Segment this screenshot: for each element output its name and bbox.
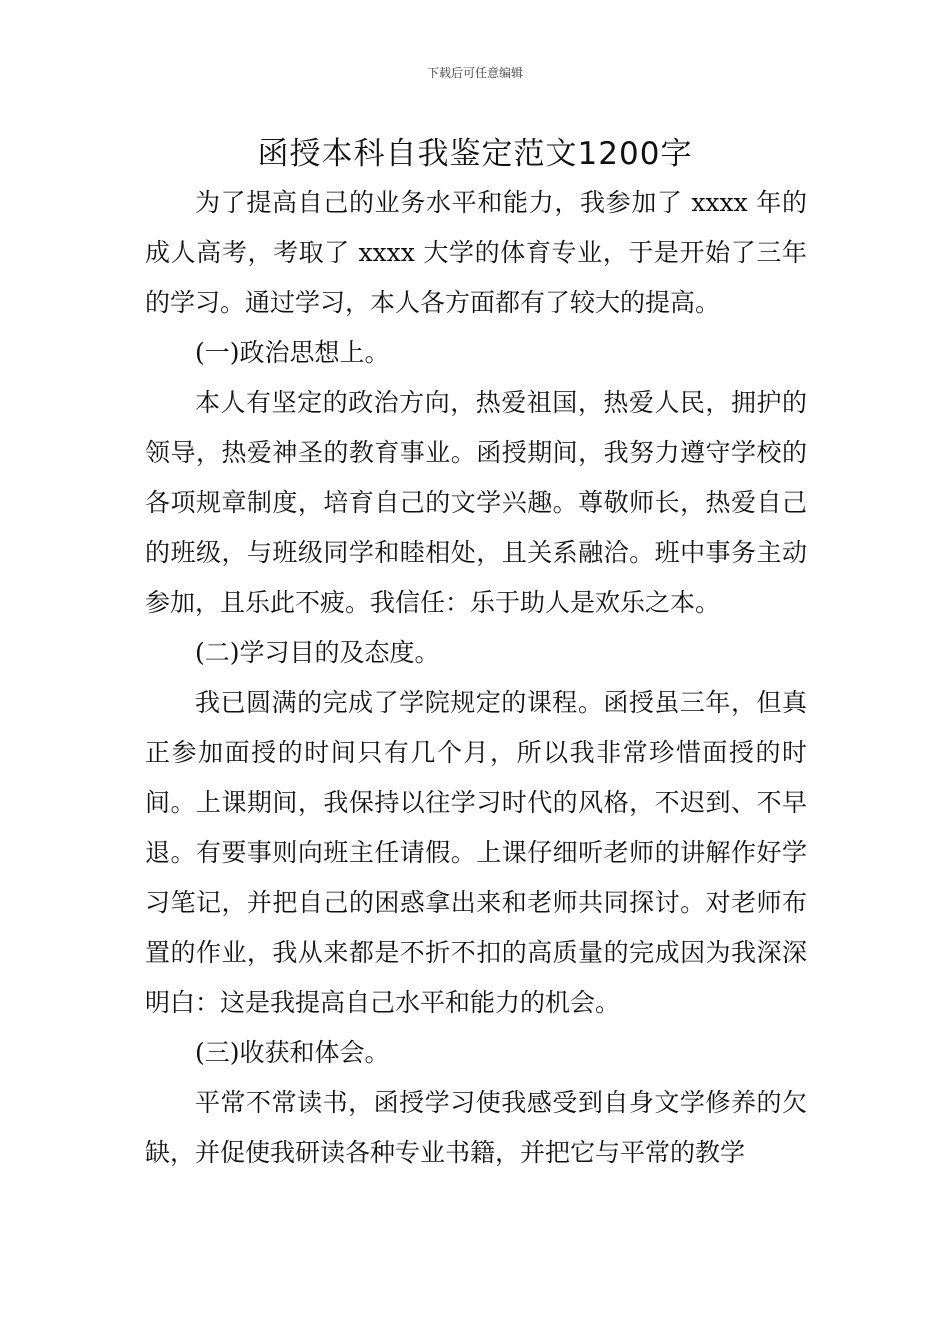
document-body: [145, 178, 807, 1178]
paragraph-politics: 本人有坚定的政治方向，热爱祖国，热爱人民，拥护的领导，热爱神圣的教育事业。函授期间，我努力遵守学校的各项规章制度，培育自己的文学兴趣。尊敬师长，热爱自己的班级，与班级同学和睦相处，且关系融洽。班中事务主动参加，且乐此不疲。我信任：乐于助人是欢乐之本。: [145, 388, 807, 617]
section-heading-study: (二)学习目的及态度。: [195, 638, 440, 667]
page-header-note: 下载后可任意编辑: [426, 66, 523, 80]
paragraph-intro: 为了提高自己的业务水平和能力，我参加了 xxxx 年的成人高考，考取了 xxxx 大学的体育专业，于是开始了三年的学习。通过学习，本人各方面都有了较大的提高。: [145, 188, 807, 317]
section-heading-gains: (三)收获和体会。: [195, 1038, 390, 1067]
paragraph-study: 我已圆满的完成了学院规定的课程。函授虽三年，但真正参加面授的时间只有几个月，所以我非常珍惜面授的时间。上课期间，我保持以往学习时代的风格，不迟到、不早退。有要事则向班主任请假。上课仔细听老师的讲解作好学习笔记，并把自己的困惑拿出来和老师共同探讨。对老师布置的作业，我从来都是不折不扣的高质量的完成因为我深深明白：这是我提高自己水平和能力的机会。: [145, 688, 807, 1017]
document-title: 函授本科自我鉴定范文1200字: [257, 136, 693, 172]
section-heading-politics: (一)政治思想上。: [195, 338, 390, 367]
paragraph-gains: 平常不常读书，函授学习使我感受到自身文学修养的欠缺，并促使我研读各种专业书籍，并把它与平常的教学: [145, 1088, 807, 1167]
